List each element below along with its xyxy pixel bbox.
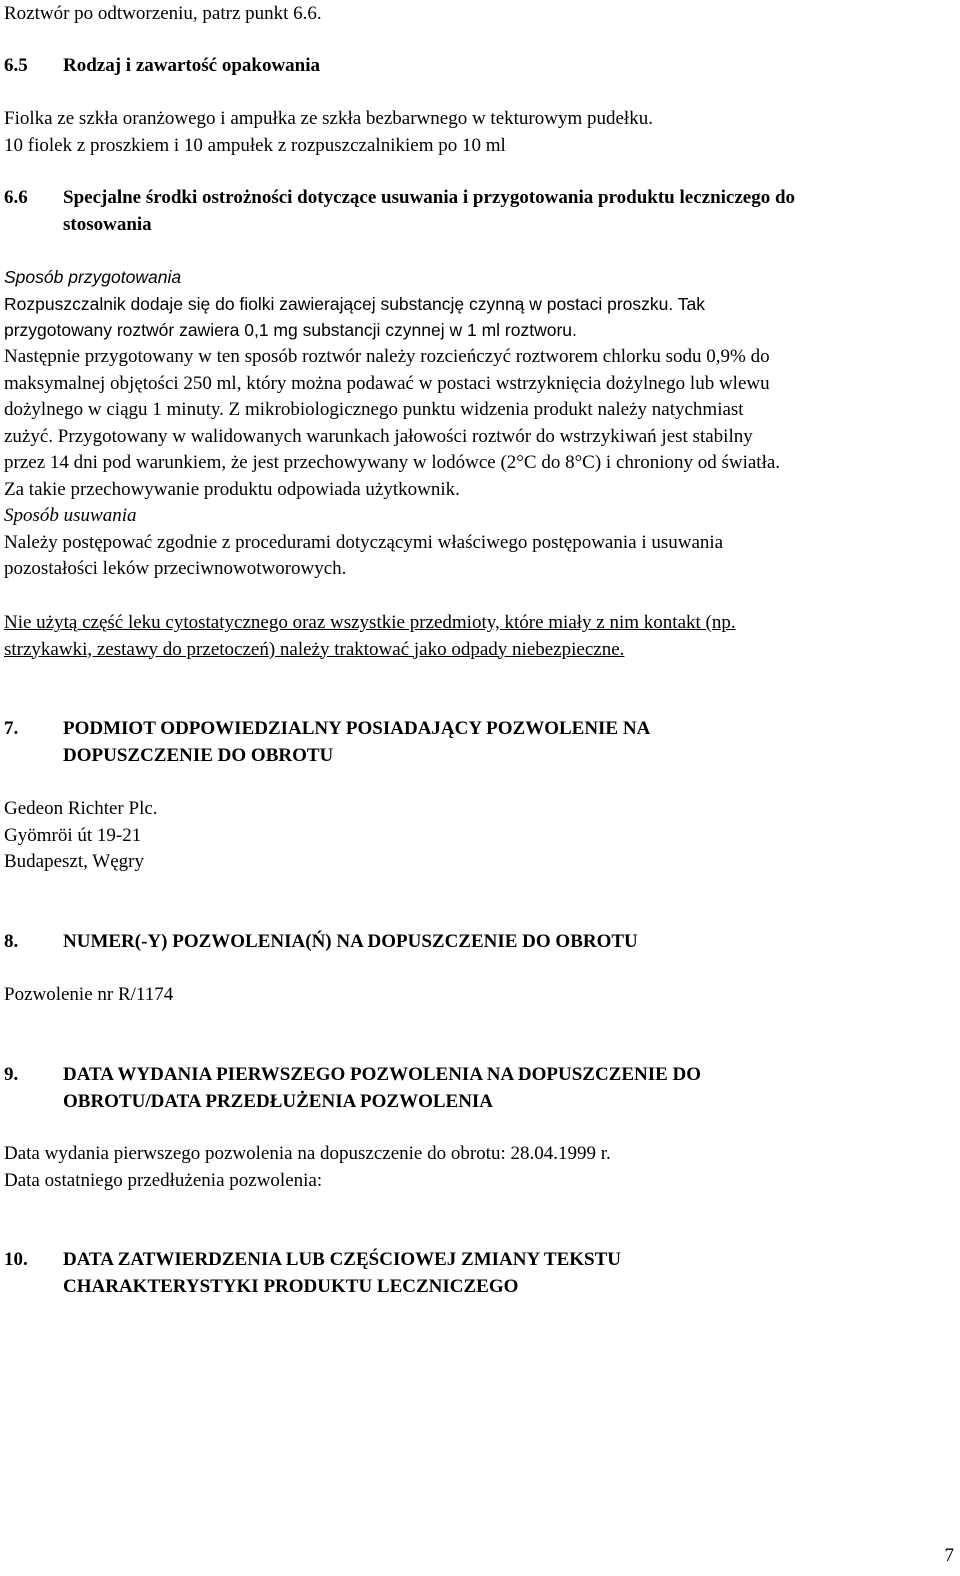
paragraph-line: dożylnego w ciągu 1 minuty. Z mikrobiologicznego punktu widzenia produkt należy natychmiast bbox=[4, 399, 744, 420]
paragraph-line: Za takie przechowywanie produktu odpowiada użytkownik. bbox=[4, 478, 460, 500]
address-line: Gedeon Richter Plc. bbox=[4, 798, 158, 819]
paragraph-line: Następnie przygotowany w ten sposób roztwór należy rozcieńczyć roztworem chlorku sodu 0,9% do bbox=[4, 346, 770, 367]
section-8-body bbox=[4, 982, 954, 1009]
address-line: Gyömröi út 19-21 bbox=[4, 824, 142, 846]
paragraph-line: Rozpuszczalnik dodaje się do fiolki zawierającej substancję czynną w postaci proszku. Tak bbox=[4, 293, 705, 314]
paragraph-line: Data wydania pierwszego pozwolenia na dopuszczenie do obrotu: 28.04.1999 r. bbox=[4, 1143, 611, 1164]
section-6-6-heading bbox=[4, 185, 954, 239]
paragraph-line: pozostałości leków przeciwnowotworowych. bbox=[4, 558, 347, 579]
section-7-heading bbox=[4, 716, 954, 770]
section-6-5-body bbox=[4, 106, 954, 159]
section-number: 6.6 bbox=[4, 187, 28, 208]
section-title: Rodzaj i zawartość opakowania bbox=[63, 55, 321, 76]
section-title-line: stosowania bbox=[63, 213, 152, 235]
preparation-heading: Sposób przygotowania bbox=[4, 267, 182, 287]
disposal-heading: Sposób usuwania bbox=[4, 505, 137, 526]
paragraph-line: 10 fiolek z proszkiem i 10 ampułek z rozpuszczalnikiem po 10 ml bbox=[4, 134, 506, 156]
section-9-heading bbox=[4, 1062, 954, 1116]
section-number: 6.5 bbox=[4, 55, 28, 76]
intro-line: Roztwór po odtworzeniu, patrz punkt 6.6. bbox=[4, 3, 322, 24]
marketing-authorisation-holder-address bbox=[4, 796, 954, 876]
section-title bbox=[63, 1062, 954, 1115]
paragraph-line: przez 14 dni pod warunkiem, że jest przechowywany w lodówce (2°C do 8°C) i chroniony od światła. bbox=[4, 452, 781, 473]
section-title-line: OBROTU/DATA PRZEDŁUŻENIA POZWOLENIA bbox=[63, 1090, 494, 1112]
authorisation-number: Pozwolenie nr R/1174 bbox=[4, 984, 174, 1005]
section-number: 9. bbox=[4, 1064, 19, 1085]
paragraph-line: Należy postępować zgodnie z procedurami dotyczącymi właściwego postępowania i usuwania bbox=[4, 531, 724, 553]
section-10-heading bbox=[4, 1247, 954, 1301]
section-number: 8. bbox=[4, 931, 19, 952]
section-title-line: Specjalne środki ostrożności dotyczące usuwania i przygotowania produktu leczniczego do bbox=[63, 187, 796, 208]
section-title-line: PODMIOT ODPOWIEDZIALNY POSIADAJĄCY POZWOLENIE NA bbox=[63, 718, 651, 739]
section-title-line: DOPUSZCZENIE DO OBROTU bbox=[63, 744, 334, 766]
section-title: NUMER(-Y) POZWOLENIA(Ń) NA DOPUSZCZENIE DO OBROTU bbox=[63, 931, 638, 952]
underlined-line: strzykawki, zestawy do przetoczeń) należy traktować jako odpady niebezpieczne. bbox=[4, 638, 625, 660]
section-title-line: CHARAKTERYSTYKI PRODUKTU LECZNICZEGO bbox=[63, 1275, 519, 1297]
section-title bbox=[63, 1247, 954, 1300]
paragraph-line: zużyć. Przygotowany w walidowanych warunkach jałowości roztwór do wstrzykiwań jest stabilny bbox=[4, 425, 753, 447]
preparation-subsection bbox=[4, 264, 954, 344]
underlined-line: Nie użytą część leku cytostatycznego oraz wszystkie przedmioty, które miały z nim kontakt (np. bbox=[4, 612, 736, 633]
paragraph-line: Fiolka ze szkła oranżowego i ampułka ze szkła bezbarwnego w tekturowym pudełku. bbox=[4, 108, 653, 129]
paragraph-line: przygotowany roztwór zawiera 0,1 mg substancji czynnej w 1 ml roztworu. bbox=[4, 320, 577, 340]
section-title bbox=[63, 716, 954, 769]
section-title-line: DATA ZATWIERDZENIA LUB CZĘŚCIOWEJ ZMIANY TEKSTU bbox=[63, 1249, 621, 1270]
section-number: 7. bbox=[4, 718, 19, 739]
section-9-body bbox=[4, 1141, 954, 1194]
intro-text bbox=[4, 1, 954, 28]
section-title-line: DATA WYDANIA PIERWSZEGO POZWOLENIA NA DOPUSZCZENIE DO bbox=[63, 1064, 702, 1085]
section-number: 10. bbox=[4, 1249, 28, 1270]
cytostatic-waste-notice bbox=[4, 610, 954, 663]
paragraph-line: maksymalnej objętości 250 ml, który można podawać w postaci wstrzyknięcia dożylnego lub wlewu bbox=[4, 372, 770, 394]
page-number: 7 bbox=[944, 1545, 954, 1566]
address-line: Budapeszt, Węgry bbox=[4, 851, 144, 872]
preparation-body bbox=[4, 344, 954, 583]
paragraph-line: Data ostatniego przedłużenia pozwolenia: bbox=[4, 1169, 323, 1191]
section-title bbox=[63, 185, 954, 238]
